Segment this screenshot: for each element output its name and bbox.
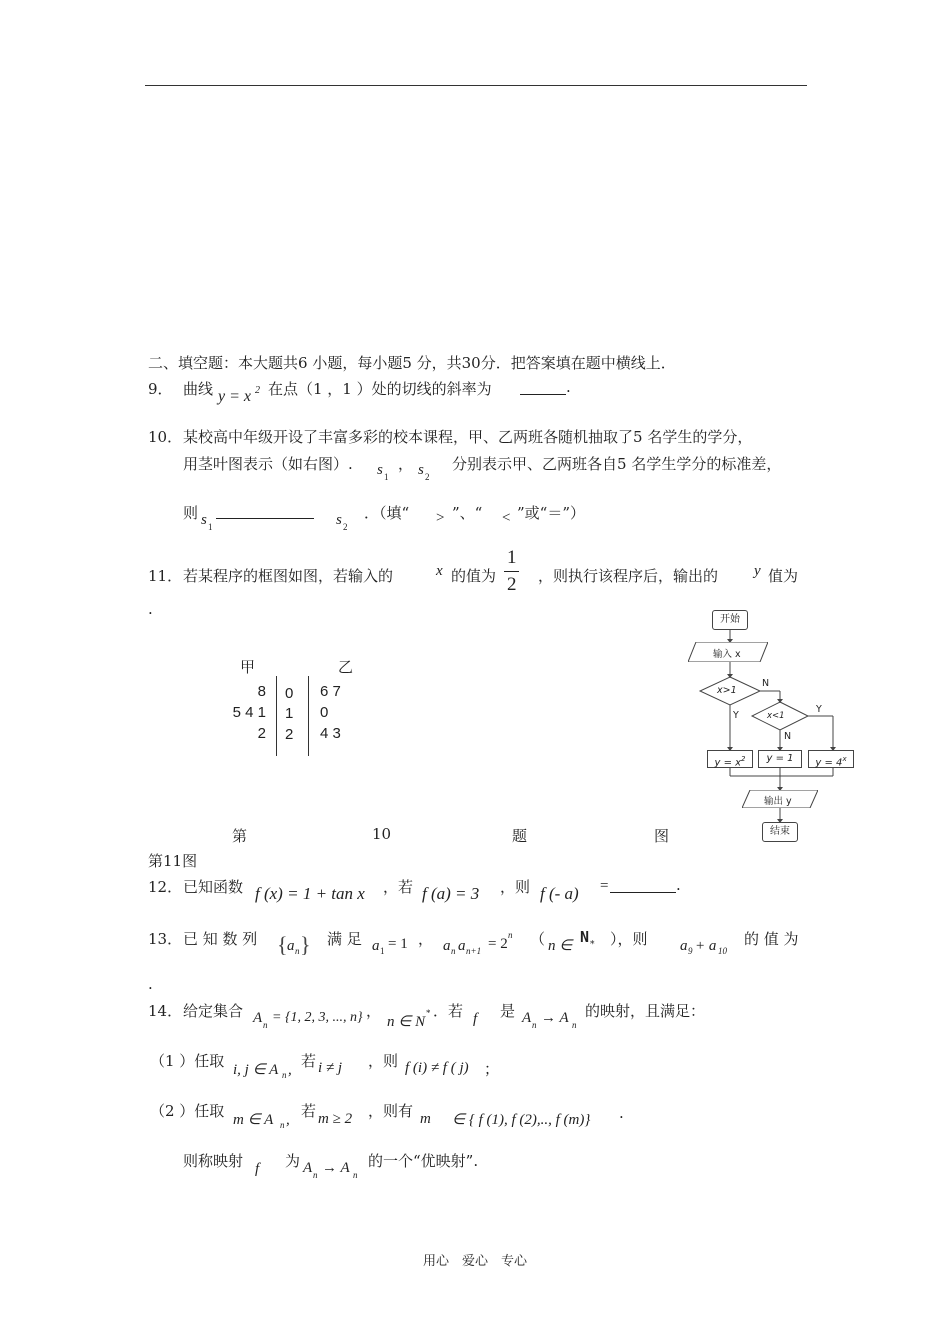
flowchart-output-a: $y = x^2$ [707, 750, 753, 768]
stem-right-header: 乙 [338, 658, 354, 676]
fraction-numerator: 1 [507, 547, 517, 568]
flowchart-start: 开始 [712, 610, 748, 630]
q9-answer-blank[interactable] [520, 394, 566, 395]
caption-11: 第11图 [148, 852, 198, 870]
header-rule [145, 85, 807, 86]
q10-answer-blank[interactable] [216, 518, 314, 519]
flowchart-input: 输入 x [713, 649, 741, 660]
leaf-left-row-3: 2 [257, 725, 266, 742]
leaf-right-row-2: 0 [320, 704, 329, 721]
stem-divider-right [308, 676, 309, 756]
flowchart-cond1: x>1 [717, 685, 737, 696]
page-footer: 用心 爱心 专心 [422, 1254, 527, 1269]
flowchart-output-b: y = 1 [758, 750, 802, 768]
stem-row-1: 0 [285, 685, 294, 702]
flowchart-lines [680, 600, 870, 850]
flowchart-label-no-2: N [784, 731, 792, 742]
stem-left-header: 甲 [240, 658, 256, 676]
set-An: = {1, 2, 3, ..., n} [272, 1010, 363, 1025]
stem-divider-left [276, 676, 277, 756]
q12-answer-blank[interactable] [610, 892, 676, 893]
stem-row-3: 2 [285, 726, 294, 743]
section-header: 二、填空题：本大题共6 小题，每小题5 分，共30分．把答案填在题中横线上． [148, 354, 676, 372]
flowchart-label-yes-1: Y [733, 710, 739, 721]
q12-function: f (x) = 1 + tan x [255, 884, 365, 903]
flowchart-label-no-1: N [762, 678, 770, 689]
fraction-denominator: 2 [507, 574, 517, 595]
leaf-right-row-3: 4 3 [320, 725, 341, 742]
q9-formula: y = x [218, 388, 251, 405]
symbol-s2: s [418, 462, 424, 478]
fraction-bar [504, 571, 519, 572]
leaf-right-row-1: 6 7 [320, 683, 341, 700]
flowchart-output: 输出 y [764, 796, 792, 807]
flowchart-label-yes-2: Y [816, 704, 822, 715]
flowchart-end: 结束 [762, 822, 798, 842]
flowchart-cond2: x<1 [767, 711, 785, 721]
leaf-left-row-1: 8 [257, 683, 266, 700]
symbol-s1: s [377, 462, 383, 478]
flowchart-output-c: $y = 4^x$ [808, 750, 854, 768]
leaf-left-row-2: 5 4 1 [232, 704, 266, 721]
stem-row-2: 1 [285, 705, 294, 722]
